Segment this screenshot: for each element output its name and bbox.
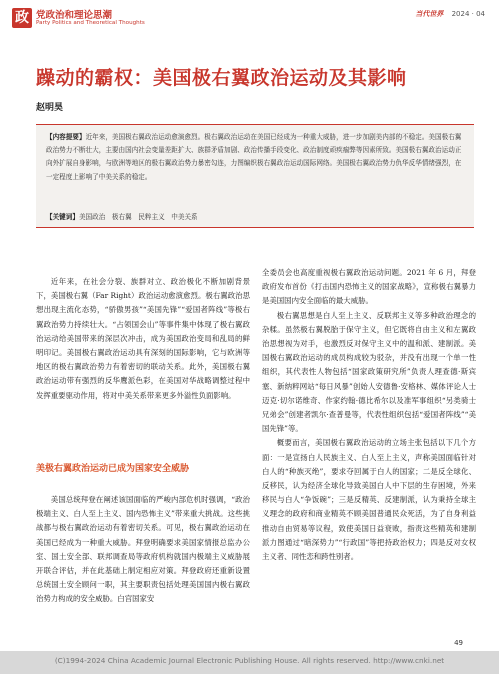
issue-info	[415, 9, 485, 19]
body-paragraph: 美国总统拜登在阐述该国面临的严峻内部危机时强调，“政治极端主义、白人至上主义、国内恐怖主义”带来重大挑战。这些挑战都与极右翼政治运动有着密切关系。可见，极右翼政治运动在美国已经成为一种重大威胁。拜登明确要求美国家情报总监办公室、国土安全部、联邦调查局等政府机构就国内极端主义威胁展开联合评估，并在此基础上制定相应对策。拜登政府还重新设置总统国土安全顾问一职，其主要职责包括处理美国国内极右翼政治势力构成的安全威胁。白宫国家安	[36, 495, 250, 604]
column-name-cn: 党政治和理论思潮	[36, 10, 113, 21]
keywords	[46, 211, 466, 221]
column-logo-icon: 政	[12, 8, 32, 28]
abstract-label: 【内容提要】	[46, 133, 86, 141]
body-paragraph: 近年来，在社会分裂、族群对立、政治极化不断加剧背景下，美国极右翼（Far Right）政治运动愈演愈烈。极右翼政治思想出现主流化态势，“骄傲男孩”“美国先锋”“爱国者阵线”等极右翼政治势力持续壮大。“占领国会山”等事件集中体现了极右翼政治运动给美国带来的深层次冲击，成为美国政治变局和乱局的鲜明印记。美国极右翼政治运动具有深刻的国际影响，它与欧洲等地区的极右翼政治势力有着密切的联动关系。此外，美国极右翼政治运动带有强烈的反华鹰派色彩，在美国对华战略调整过程中发挥重要驱动作用，将对中美关系带来更多外溢性负面影响。	[36, 277, 250, 400]
magazine-name: 当代世界	[415, 10, 444, 18]
body-column-right	[262, 266, 476, 564]
keywords-text: 美国政治 极右翼 民粹主义 中美关系	[78, 213, 198, 221]
abstract	[46, 131, 466, 184]
body-paragraph: 极右翼思想是白人至上主义、反联邦主义等多种政治理念的杂糅。虽然极右翼脱胎于保守主义，但它既将自由主义和左翼政治思想视为对手，也激烈反对保守主义中的温和派、建制派。美国极右翼政治运动的成员构成较为驳杂，并没有出现一个单一性组织，其代表性人物包括“国家政策研究所”负责人理查德·斯宾塞、新纳粹网站“每日风暴”创始人安德鲁·安格林、媒体评论人士迈克·切尔诺维奇、作家约翰·德比希尔以及准军事组织“另类骑士兄弟会”创建者凯尔·查普曼等，代表性组织包括“爱国者阵线”“美国先锋”等。	[262, 310, 476, 434]
article-author: 赵明昊	[36, 103, 64, 113]
issue-number: 2024 · 04	[451, 10, 485, 18]
keywords-label: 【关键词】	[46, 213, 79, 221]
column-name-en: Party Politics and Theoretical Thoughts	[36, 20, 145, 26]
body-column-left	[36, 275, 250, 403]
body-column-left-lower	[36, 493, 250, 607]
section-heading: 美极右翼政治运动已成为国家安全威胁	[36, 464, 190, 474]
body-paragraph: 全委员会也高度重视极右翼政治运动问题。2021 年 6 月，拜登政府发布首份《打击国内恐怖主义的国家战略》，宣称极右翼暴力是美国国内安全面临的最大威胁。	[262, 268, 476, 306]
body-paragraph: 概要而言，美国极右翼政治运动的立场主张包括以下几个方面：一是宣扬白人民族主义、白人至上主义，声称美国面临针对白人的“种族灭绝”，要求夺回属于白人的国家；二是反全球化、反移民，认为经济全球化导致美国白人中下层的生存困境，外来移民与白人“争饭碗”；三是反精英、反建制派，认为秉持全球主义理念的政府和商业精英不顾美国普通民众死活，为了自身利益推动自由贸易等议程，致使美国日益衰败，指责这些精英和建制派力图通过“暗深势力”“行政国”等把持政治权力；四是反对女权主义者、同性恋和跨性别者。	[262, 438, 476, 562]
abstract-text: 近年来，美国极右翼政治运动愈演愈烈。极右翼政治运动在美国已经成为一种重大威胁，进一步加剧美内部的不稳定。美国极右翼政治势力不断壮大，主要由国内社会变量差距扩大、族群矛盾加剧、政治传播手段变化、政治制度顽疾痼弊等因素所致。美国极右翼政治运动正向外扩展自身影响，与欧洲等地区的极右翼政治势力暴密勾连，力图编织极右翼政治运动国际网络。美国极右翼政治势力仇华反华情绪强烈，在一定程度上影响了中美关系的稳定。	[46, 133, 462, 181]
copyright-footer: (C)1994-2024 China Academic Journal Electronic Publishing House. All rights reserved. http://www.cnki.net	[54, 656, 445, 665]
article-title: 躁动的霸权：美国极右翼政治运动及其影响	[36, 67, 407, 89]
page-number: 49	[454, 639, 463, 647]
